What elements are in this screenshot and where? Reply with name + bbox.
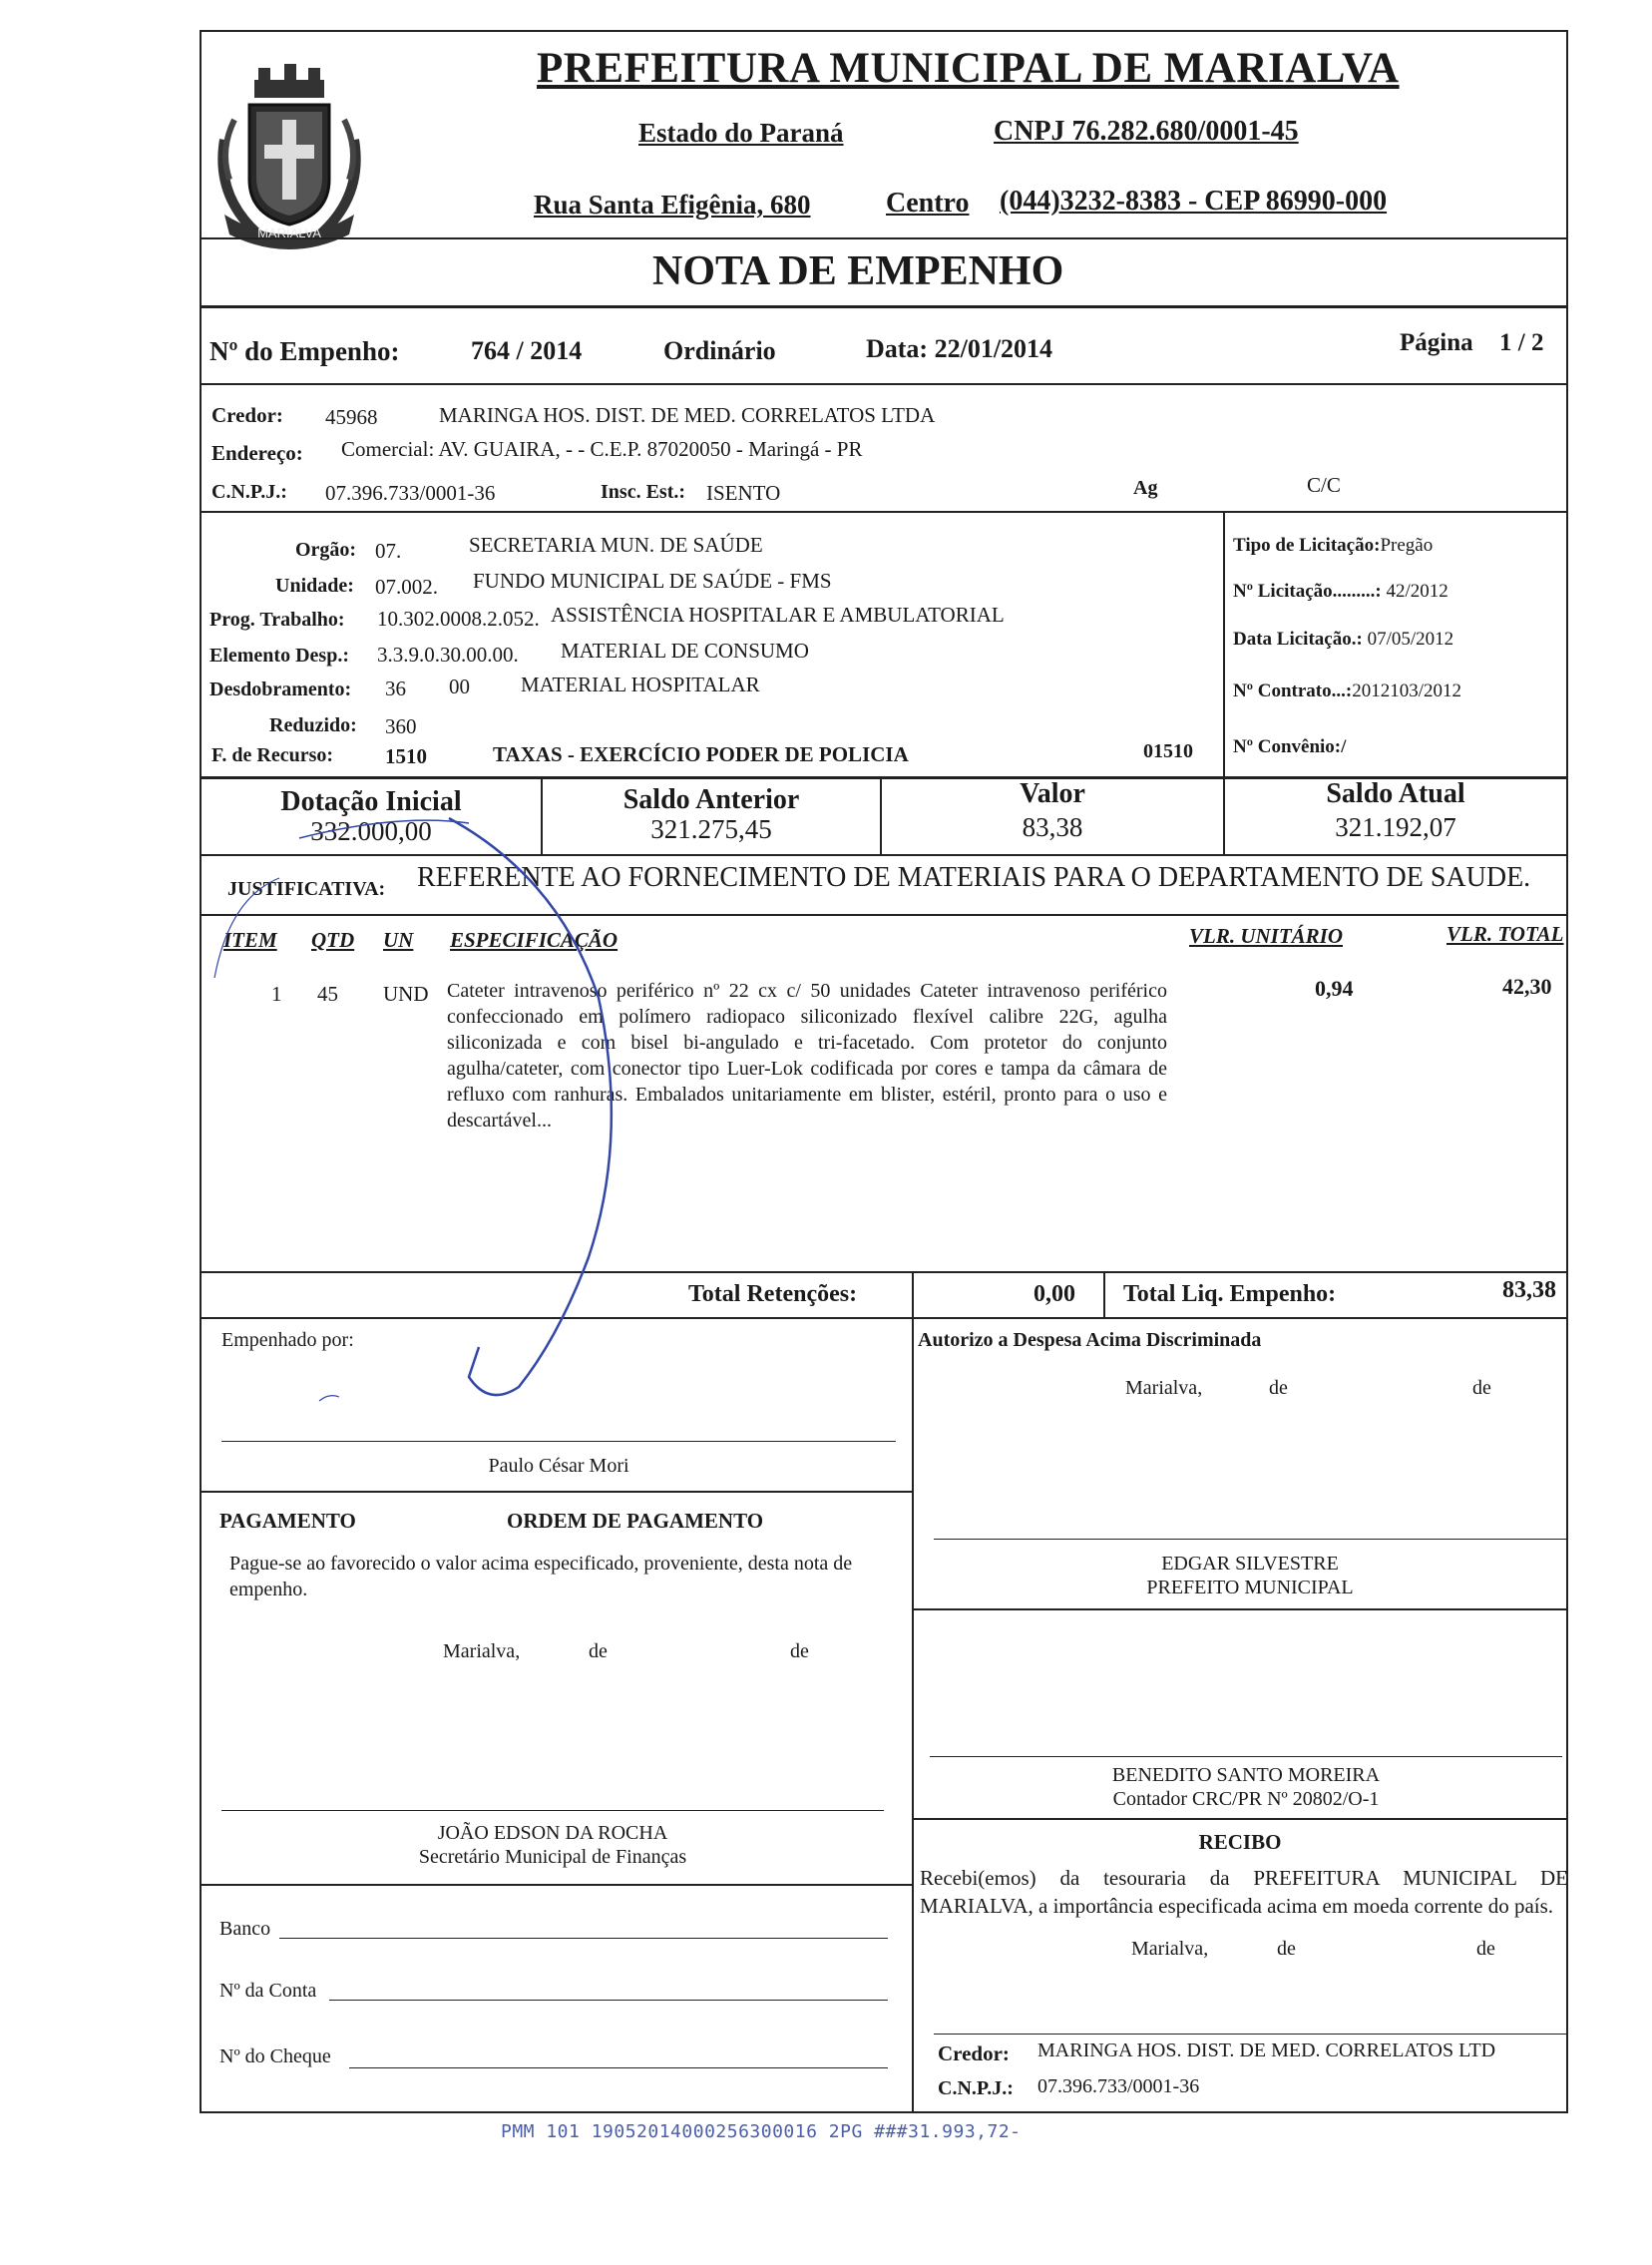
tipo-licitacao-value: Pregão: [1380, 535, 1434, 556]
saldo-anterior-value: 321.275,45: [650, 814, 772, 844]
pagamento-de2: de: [790, 1640, 809, 1662]
page-number: 1 / 2: [1499, 329, 1544, 356]
elemento-name: MATERIAL DE CONSUMO: [561, 639, 809, 663]
saldo-atual-label: Saldo Atual: [1326, 778, 1465, 809]
empenho-date: Data: 22/01/2014: [866, 334, 1053, 363]
empenhado-label: Empenhado por:: [221, 1329, 354, 1351]
pagamento-text: Pague-se ao favorecido o valor acima especificado, proveniente, desta nota de empenho.: [229, 1553, 853, 1600]
cheque-label: Nº do Cheque: [219, 2045, 331, 2067]
dotacao-label: Dotação Inicial: [280, 786, 462, 817]
contrato-value: 2012103/2012: [1352, 680, 1461, 701]
convenio-label: Nº Convênio:/: [1233, 736, 1347, 757]
item-total-value: 42,30: [1502, 974, 1552, 999]
empenhado-name: Paulo César Mori: [488, 1455, 629, 1477]
item-number: 1: [271, 982, 282, 1006]
col-qtd: QTD: [311, 928, 355, 952]
pagamento-place: Marialva,: [443, 1640, 521, 1662]
recibo-credor-name: MARINGA HOS. DIST. DE MED. CORRELATOS LTD: [1037, 2039, 1496, 2061]
recibo-de2: de: [1476, 1938, 1495, 1960]
recibo-cnpj-label: C.N.P.J.:: [938, 2077, 1014, 2099]
justificativa-label: JUSTIFICATIVA:: [227, 878, 386, 900]
elemento-code: 3.3.9.0.30.00.00.: [377, 643, 519, 667]
page-label: Página: [1400, 329, 1473, 356]
footer-code: PMM 101 19052014000256300016 2PG ###31.993,72-: [501, 2121, 1022, 2142]
insc-label: Insc. Est.:: [601, 481, 686, 503]
recibo-place: Marialva,: [1131, 1938, 1209, 1960]
secretario-title: Secretário Municipal de Finanças: [418, 1846, 687, 1868]
saldo-atual-value: 321.192,07: [1335, 812, 1456, 842]
total-liq-value: 83,38: [1502, 1277, 1556, 1303]
desdobramento-name: MATERIAL HOSPITALAR: [521, 673, 760, 696]
prefeito-title: PREFEITO MUNICIPAL: [1146, 1577, 1354, 1598]
header-district: Centro: [886, 188, 970, 219]
credor-cnpj: 07.396.733/0001-36: [325, 481, 496, 505]
orgao-code: 07.: [375, 539, 402, 563]
total-retencoes-label: Total Retenções:: [688, 1281, 858, 1307]
cc-label: C/C: [1307, 473, 1341, 497]
prefeito-name: EDGAR SILVESTRE: [1161, 1553, 1339, 1575]
num-licitacao-label: Nº Licitação.........: 42/2012: [1233, 581, 1448, 602]
autorizo-label: Autorizo a Despesa Acima Discriminada: [918, 1329, 1262, 1351]
dotacao-value: 332.000,00: [310, 816, 432, 846]
pagamento-label: PAGAMENTO: [219, 1509, 356, 1533]
recibo-de1: de: [1277, 1938, 1296, 1960]
credor-endereco: Comercial: AV. GUAIRA, - - C.E.P. 87020050 - Maringá - PR: [341, 437, 863, 461]
credor-name: MARINGA HOS. DIST. DE MED. CORRELATOS LTDA: [439, 403, 936, 427]
header-state: Estado do Paraná: [638, 118, 844, 148]
total-retencoes-value: 0,00: [1033, 1281, 1075, 1307]
col-un: UN: [383, 928, 414, 952]
conta-label: Nº da Conta: [219, 1980, 317, 2002]
autorizo-de2: de: [1472, 1377, 1491, 1399]
valor-label: Valor: [1020, 778, 1085, 809]
recibo-credor-label: Credor:: [938, 2041, 1010, 2065]
contador-name: BENEDITO SANTO MOREIRA: [1111, 1764, 1381, 1786]
saldo-anterior-label: Saldo Anterior: [622, 784, 800, 815]
autorizo-de1: de: [1269, 1377, 1288, 1399]
credor-label: Credor:: [211, 403, 283, 427]
credor-insc: ISENTO: [706, 481, 781, 505]
ordem-pagamento-label: ORDEM DE PAGAMENTO: [507, 1509, 764, 1533]
empenho-type: Ordinário: [663, 336, 776, 365]
recibo-label: RECIBO: [1198, 1830, 1282, 1854]
secretario-name: JOÃO EDSON DA ROCHA: [437, 1822, 668, 1844]
header-address: Rua Santa Efigênia, 680: [534, 190, 811, 220]
prog-label: Prog. Trabalho:: [209, 609, 345, 631]
contrato-label: Nº Contrato...:2012103/2012: [1233, 680, 1461, 701]
credor-code: 45968: [325, 405, 378, 429]
autorizo-place: Marialva,: [1125, 1377, 1203, 1399]
total-liq-label: Total Liq. Empenho:: [1123, 1281, 1337, 1307]
item-unit-value: 0,94: [1315, 976, 1354, 1001]
header-phone-cep: (044)3232-8383 - CEP 86990-000: [1000, 186, 1388, 217]
desdobramento-code: 36: [385, 677, 406, 700]
col-item: ITEM: [223, 928, 277, 952]
banco-label: Banco: [219, 1918, 271, 1940]
header-cnpj: CNPJ 76.282.680/0001-45: [994, 116, 1299, 147]
data-licitacao-label: Data Licitação.: 07/05/2012: [1233, 629, 1454, 650]
col-unit: VLR. UNITÁRIO: [1189, 924, 1344, 948]
item-qtd: 45: [317, 982, 338, 1006]
data-licitacao-value: 07/05/2012: [1367, 629, 1454, 650]
unidade-label: Unidade:: [275, 575, 354, 597]
item-description: Cateter intravenoso periférico nº 22 cx c/ 50 unidades Cateter intravenoso periférico confeccionado em polímero radiopaco siliconizado flexível calibre 22G, agulha siliconizada e com bisel bi-angulado e tri-facetado. Com protetor do conjunto agulha/cateter, com conector tipo Luer-Lok codificada por cores e tampa da câmara de refluxo com ranhuras. Embalados unitariamente em blister, estéril, pronto para o uso e descartável...: [447, 980, 1167, 1132]
col-espec: ESPECIFICAÇÃO: [450, 928, 619, 952]
recibo-cnpj-value: 07.396.733/0001-36: [1037, 2075, 1200, 2097]
doc-title: NOTA DE EMPENHO: [652, 248, 1064, 294]
prog-code: 10.302.0008.2.052.: [377, 607, 540, 631]
num-licitacao-value: 42/2012: [1386, 581, 1448, 602]
pagamento-de1: de: [589, 1640, 608, 1662]
recurso-code: 1510: [385, 744, 427, 768]
desdobramento-label: Desdobramento:: [209, 679, 352, 700]
svg-text:MARIALVA: MARIALVA: [257, 226, 321, 240]
cnpj-label: C.N.P.J.:: [211, 481, 287, 503]
recibo-text: Recebi(emos) da tesouraria da PREFEITURA MUNICIPAL DE MARIALVA, a importância especificada acima em moeda corrente do país.: [920, 1866, 1568, 1918]
valor-value: 83,38: [1022, 812, 1083, 842]
orgao-name: SECRETARIA MUN. DE SAÚDE: [469, 533, 763, 557]
tipo-licitacao-label: Tipo de Licitação:Pregão: [1233, 535, 1434, 556]
col-total: VLR. TOTAL: [1446, 922, 1564, 946]
desdobramento-sub: 00: [449, 675, 470, 698]
recurso-name: TAXAS - EXERCÍCIO PODER DE POLICIA: [493, 742, 909, 766]
endereco-label: Endereço:: [211, 441, 303, 465]
unidade-name: FUNDO MUNICIPAL DE SAÚDE - FMS: [473, 569, 832, 593]
contador-title: Contador CRC/PR Nº 20802/O-1: [1112, 1788, 1380, 1810]
empenho-label: Nº do Empenho:: [209, 336, 400, 366]
orgao-label: Orgão:: [295, 539, 357, 561]
header-title: PREFEITURA MUNICIPAL DE MARIALVA: [537, 45, 1400, 92]
unidade-code: 07.002.: [375, 575, 438, 599]
item-un: UND: [383, 982, 429, 1006]
elemento-label: Elemento Desp.:: [209, 645, 349, 667]
justificativa-text: REFERENTE AO FORNECIMENTO DE MATERIAIS PARA O DEPARTAMENTO DE SAUDE.: [417, 862, 1531, 893]
reduzido-value: 360: [385, 714, 417, 738]
ag-label: Ag: [1133, 477, 1158, 499]
reduzido-label: Reduzido:: [269, 714, 357, 736]
recurso-num: 01510: [1143, 740, 1193, 762]
prog-name: ASSISTÊNCIA HOSPITALAR E AMBULATORIAL: [551, 603, 1005, 627]
recurso-label: F. de Recurso:: [211, 744, 334, 766]
empenho-number: 764 / 2014: [471, 336, 583, 365]
